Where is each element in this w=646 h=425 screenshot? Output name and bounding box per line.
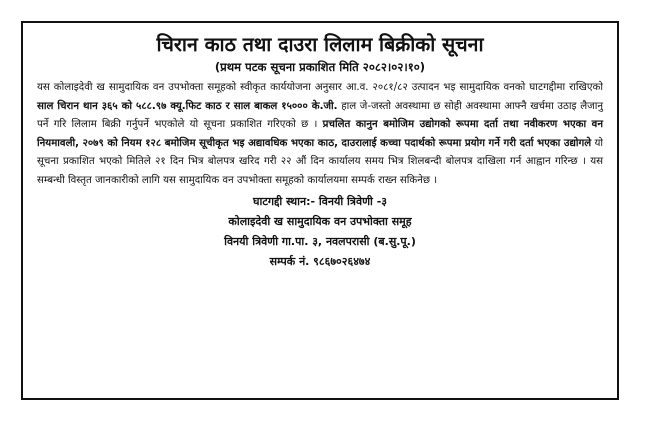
body-sale-condition-text: हाल जे-जस्तो अवस्थामा छ सोही अवस्थामा आफ्नै खर्चमा उठाइ लैजानु पर्ने गरि लिलाम बिक्री गर्नुपर्ने भएकोले यो सूचना प्रकाशित गरिएको छ । [37, 100, 603, 130]
footer-organization: कोलाइदेवी ख सामुदायिक वन उपभोक्ता समूह [228, 215, 412, 228]
footer-location: घाटगद्दी स्थान:- विनयी त्रिवेणी -३ [252, 195, 387, 208]
body-eligibility-text: प्रचलित कानुन बमोजिम उद्योगको रूपमा दर्ता तथा नवीकरण भएका वन नियमावली, २०७९ को नियम १२८ बमोजिम सूचीकृत भइ अद्यावधिक भएका काठ, दाउरालाई कच्चा पदार्थको रूपमा प्रयोग गर्ने गरी दर्ता भएका उद्योगले [37, 119, 603, 149]
body-bid-instructions-text: यो सूचना प्रकाशित भएको मितिले २१ दिन भित्र बोलपत्र खरिद गरी २२ औं दिन कार्यालय समय भित्र शिलबन्दी बोलपत्र दाखिला गर्न आह्वान गरिन्छ । यस सम्बन्धी विस्तृत जानकारीको लागि यस सामुदायिक वन उपभोक्ता समूहको कार्यालयमा सम्पर्क राख्न सकिनेछ । [37, 137, 603, 186]
notice-box [21, 21, 619, 400]
notice-footer [37, 192, 603, 272]
notice-title: चिरान काठ तथा दाउरा लिलाम बिक्रीको सूचना [156, 33, 484, 56]
footer-contact-number: सम्पर्क नं. ९८६७०२६४७४ [269, 255, 371, 268]
footer-address: विनयी त्रिवेणी गा.पा. ३, नवलपरासी (ब.सु.पू.) [224, 235, 416, 248]
body-timber-quantity: साल चिरान थान ३६५ को ५८८.९७ क्यू.फिट काठ र साल बाकल १५००० के.जी. [37, 100, 338, 112]
publication-date-subtitle: (प्रथम पटक सूचना प्रकाशित मिति २०८२।०२।१०) [214, 60, 426, 74]
body-intro-text: यस कोलाइदेवी ख सामुदायिक वन उपभोक्ता समूहको स्वीकृत कार्ययोजना अनुसार आ.व. २०८१/८२ उत्पादन भइ सामुदायिक वनको घाटगद्दीमा राखिएको [37, 82, 603, 93]
notice-body [37, 79, 603, 190]
